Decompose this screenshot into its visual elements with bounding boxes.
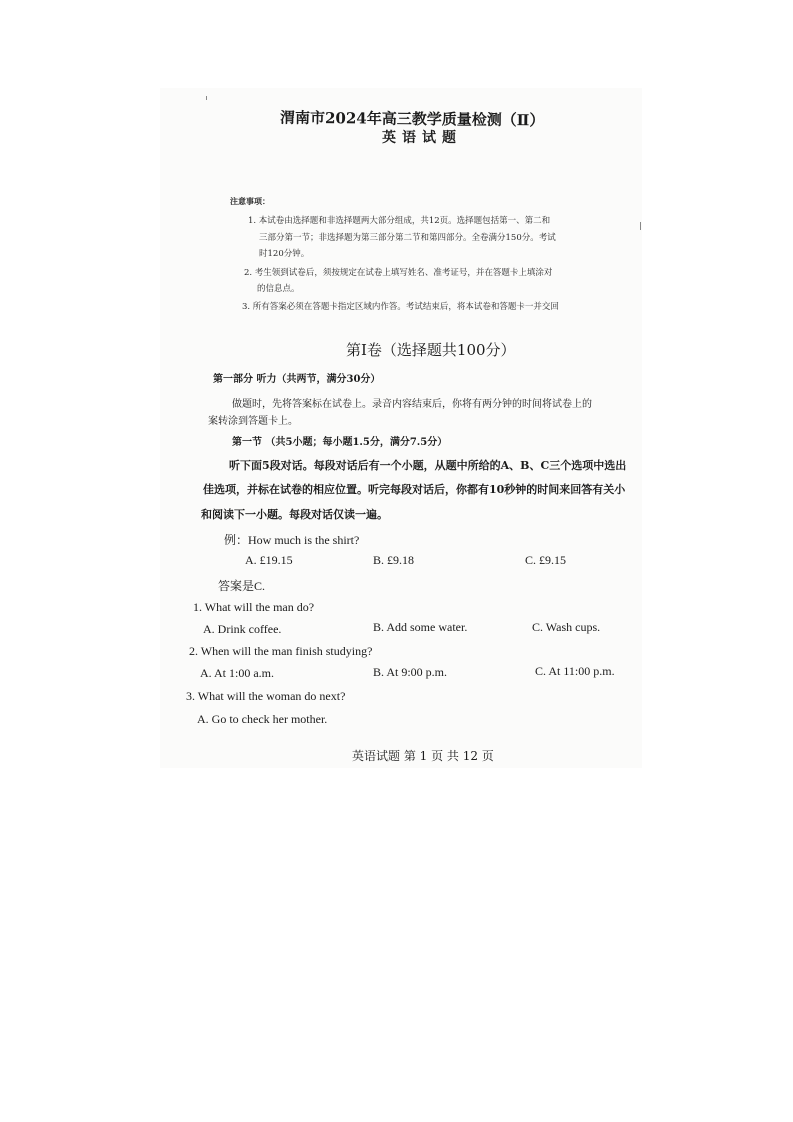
question-1: 1. What will the man do?: [193, 600, 315, 614]
note-line: 1. 本试卷由选择题和非选择题两大部分组成，共12页。选择题包括第一、第二和: [248, 216, 551, 226]
note-line: 三部分第一节；非选择题为第三部分第二节和第四部分。全卷满分150分。考试: [259, 233, 556, 243]
instruction-line: 听下面5段对话。每段对话后有一个小题，从题中所给的A、B、C三个选项中选出: [229, 459, 627, 472]
scan-mark: [640, 222, 641, 230]
q1-option-b: B. Add some water.: [373, 620, 468, 634]
note-line: 时120分钟。: [259, 249, 310, 259]
example-option-a: A. £19.15: [245, 553, 293, 567]
q3-option-a: A. Go to check her mother.: [197, 712, 328, 726]
section-title: 第Ⅰ卷（选择题共100分）: [346, 341, 516, 359]
part-intro: 案转涂到答题卡上。: [208, 416, 298, 427]
page-footer: 英语试题 第 1 页 共 12 页: [352, 749, 494, 763]
example-option-b: B. £9.18: [373, 553, 415, 567]
note-line: 的信息点。: [257, 284, 300, 294]
q2-option-c: C. At 11:00 p.m.: [535, 664, 615, 678]
example-question: 例：How much is the shirt?: [224, 533, 360, 547]
q1-option-a: A. Drink coffee.: [203, 622, 282, 636]
scan-mark: [206, 96, 207, 100]
q1-option-c: C. Wash cups.: [532, 620, 601, 634]
exam-subtitle: 英语试题: [382, 130, 462, 146]
notes-heading: 注意事项：: [230, 196, 270, 206]
question-2: 2. When will the man finish studying?: [189, 644, 373, 658]
section1-heading: 第一节 （共5小题；每小题1.5分，满分7.5分）: [232, 437, 448, 448]
example-answer: 答案是C.: [218, 579, 266, 593]
note-line: 2. 考生领到试卷后，须按规定在试卷上填写姓名、准考证号，并在答题卡上填涂对: [244, 268, 553, 278]
question-3: 3. What will the woman do next?: [186, 689, 346, 703]
part-heading: 第一部分 听力（共两节，满分30分）: [213, 374, 381, 385]
exam-title: 渭南市2024年高三教学质量检测（Ⅱ）: [279, 108, 545, 130]
example-option-c: C. £9.15: [525, 553, 567, 567]
part-intro: 做题时，先将答案标在试卷上。录音内容结束后，你将有两分钟的时间将试卷上的: [232, 399, 592, 410]
q2-option-b: B. At 9:00 p.m.: [373, 665, 448, 679]
note-line: 3. 所有答案必须在答题卡指定区域内作答。考试结束后，将本试卷和答题卡一并交回: [242, 302, 559, 312]
instruction-line: 和阅读下一小题。每段对话仅读一遍。: [201, 508, 388, 521]
q2-option-a: A. At 1:00 a.m.: [200, 666, 274, 680]
instruction-line: 佳选项，并标在试卷的相应位置。听完每段对话后，你都有10秒钟的时间来回答有关小: [203, 483, 626, 496]
